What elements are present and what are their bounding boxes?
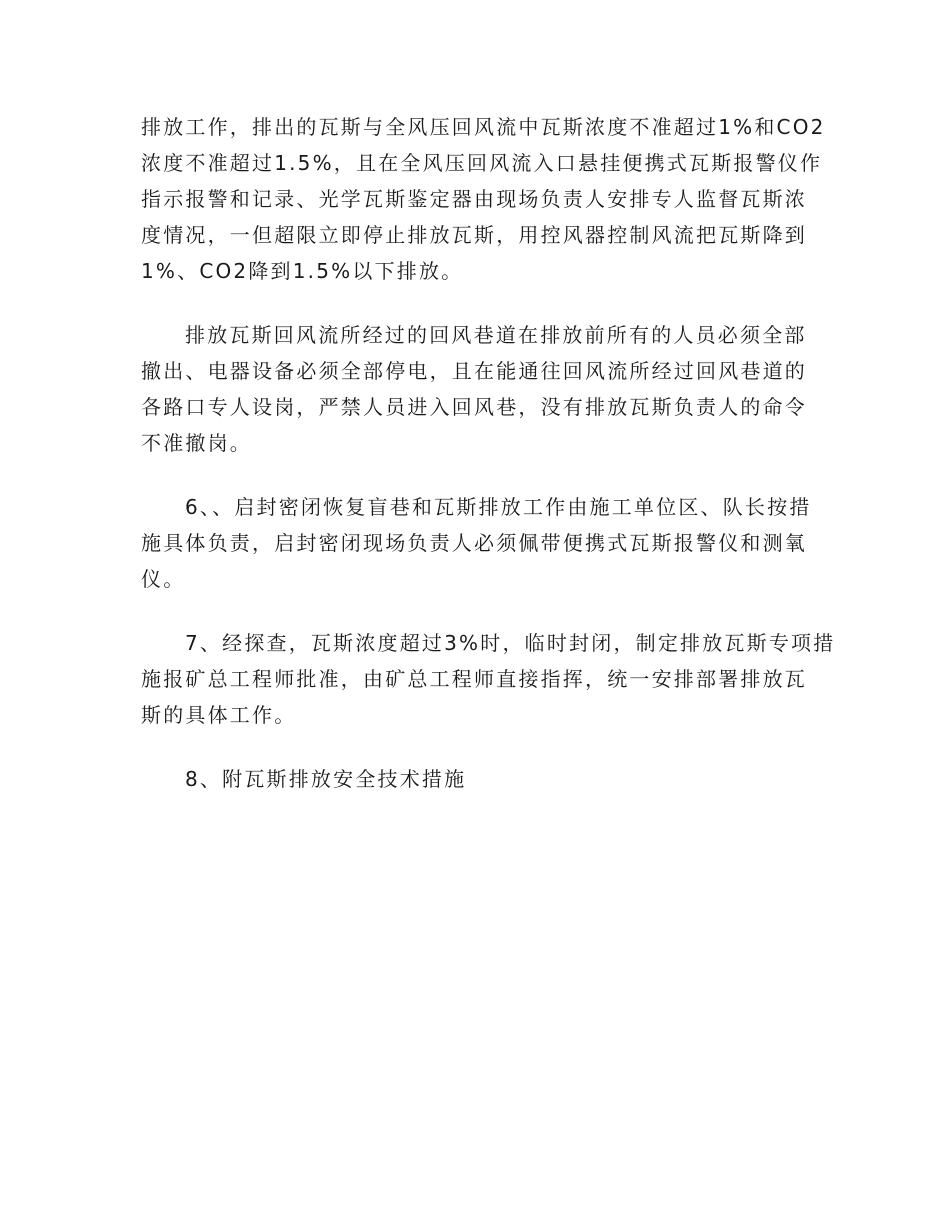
- paragraph-line: 排放工作，排出的瓦斯与全风压回风流中瓦斯浓度不准超过1%和CO2: [141, 115, 826, 139]
- paragraph-line: 浓度不准超过1.5%，且在全风压回风流入口悬挂便携式瓦斯报警仪作: [141, 151, 823, 175]
- paragraph-line: 施报矿总工程师批准，由矿总工程师直接指挥，统一安排部署排放瓦: [141, 667, 807, 691]
- paragraph-spacer: [141, 597, 811, 625]
- paragraph-line: 排放瓦斯回风流所经过的回风巷道在排放前所有的人员必须全部: [185, 323, 807, 347]
- paragraph-line: 指示报警和记录、光学瓦斯鉴定器由现场负责人安排专人监督瓦斯浓: [141, 187, 807, 211]
- paragraph-line: 度情况，一但超限立即停止排放瓦斯，用控风器控制风流把瓦斯降到: [141, 223, 807, 247]
- paragraph-line: 仪。: [141, 567, 186, 591]
- paragraph-line: 不准撤岗。: [141, 431, 252, 455]
- paragraph-line: 撤出、电器设备必须全部停电，且在能通往回风流所经过回风巷道的: [141, 359, 807, 383]
- paragraph-line: 1%、CO2降到1.5%以下排放。: [141, 259, 464, 283]
- paragraph-line: 6、、启封密闭恢复盲巷和瓦斯排放工作由施工单位区、队长按措: [185, 495, 812, 519]
- paragraph-gas-discharge-limits: [141, 109, 826, 289]
- paragraph-spacer: [141, 461, 811, 489]
- paragraph-item-7: [141, 625, 836, 733]
- paragraph-spacer: [141, 289, 811, 317]
- paragraph-item-6: [141, 489, 811, 597]
- paragraph-line: 施具体负责，启封密闭现场负责人必须佩带便携式瓦斯报警仪和测氧: [141, 531, 807, 555]
- paragraph-line: 7、经探查，瓦斯浓度超过3%时，临时封闭，制定排放瓦斯专项措: [185, 631, 836, 655]
- paragraph-item-8: [141, 761, 811, 797]
- document-body: [141, 109, 836, 797]
- paragraph-return-airway-evacuation: [141, 317, 811, 461]
- paragraph-line: 8、附瓦斯排放安全技术措施: [185, 767, 467, 791]
- paragraph-spacer: [141, 733, 811, 761]
- paragraph-line: 斯的具体工作。: [141, 703, 297, 727]
- paragraph-line: 各路口专人设岗，严禁人员进入回风巷，没有排放瓦斯负责人的命令: [141, 395, 807, 419]
